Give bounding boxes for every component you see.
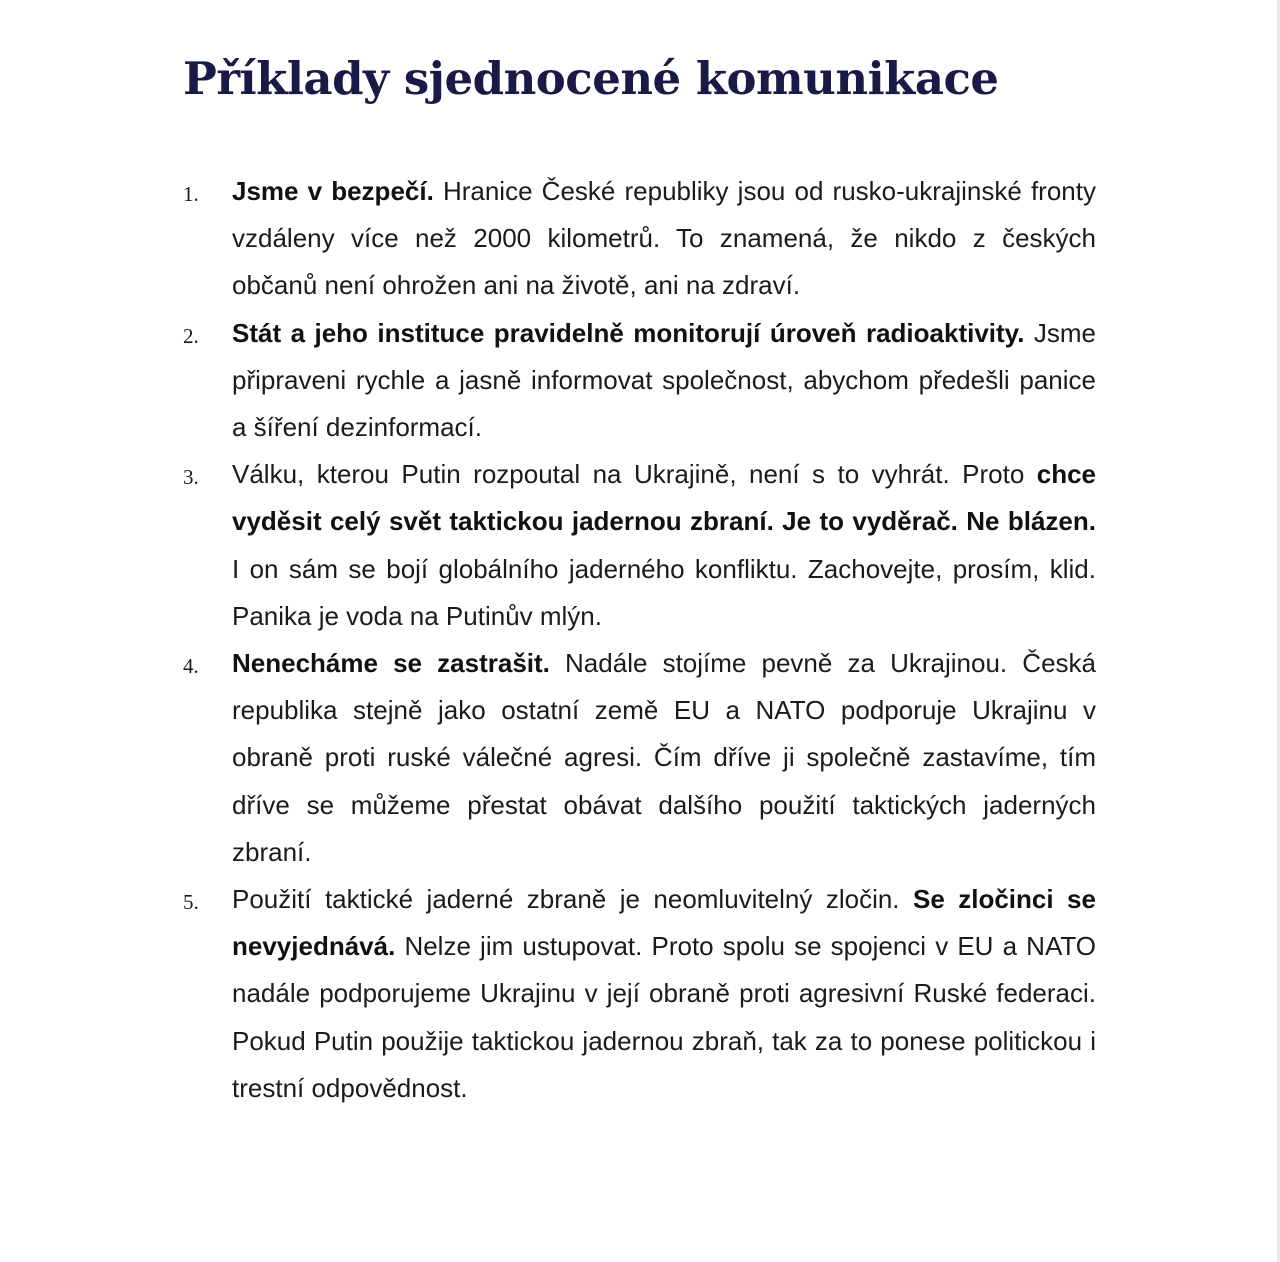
numbered-list	[183, 168, 1096, 1112]
list-item	[183, 310, 1096, 452]
page-title: Příklady sjednocené komunikace	[183, 52, 999, 105]
item-text: Nelze jim ustupovat. Proto spolu se spojenci v EU a NATO nadále podporujeme Ukrajinu v její obraně proti agresivní Ruské federaci. Pokud Putin použije taktickou jadernou zbraň, tak za to ponese politickou i trestní odpovědnost.	[232, 931, 1096, 1103]
item-text: Válku, kterou Putin rozpoutal na Ukrajině, není s to vyhrát. Proto	[232, 459, 1037, 490]
item-bold-text: Stát a jeho instituce pravidelně monitorují úroveň radioaktivity.	[232, 317, 1025, 348]
list-item-number: 1.	[183, 182, 199, 206]
item-text: I on sám se bojí globálního jaderného konfliktu. Zachovejte, prosím, klid. Panika je voda na Putinův mlýn.	[232, 553, 1096, 631]
list-item	[183, 640, 1096, 876]
list-item-number: 5.	[183, 890, 199, 915]
item-bold-text: Nenecháme se zastrašit.	[232, 648, 550, 679]
item-text: Jsme připraveni rychle a jasně informovat společnost, abychom předešli panice a šíření dezinformací.	[232, 317, 1096, 443]
item-text: Použití taktické jaderné zbraně je neomluvitelný zločin.	[232, 884, 913, 915]
list-item-number: 3.	[183, 465, 199, 490]
list-item	[183, 451, 1096, 640]
item-text: Hranice České republiky jsou od rusko-ukrajinské fronty vzdáleny více než 2000 kilometrů. To znamená, že nikdo z českých občanů není ohrožen ani na životě, ani na zdraví.	[232, 176, 1096, 301]
list-item	[183, 168, 1096, 310]
item-text: Nadále stojíme pevně za Ukrajinou. Česká republika stejně jako ostatní země EU a NATO podporuje Ukrajinu v obraně proti ruské válečné agresi. Čím dříve ji společně zastavíme, tím dříve se můžeme přestat obávat dalšího použití taktických jaderných zbraní.	[232, 648, 1096, 867]
list-item	[183, 876, 1096, 1112]
item-bold-text: chce vyděsit celý svět taktickou jadernou zbraní. Je to vyděrač. Ne blázen.	[232, 459, 1096, 537]
item-bold-text: Se zločinci se nevyjednává.	[232, 884, 1096, 962]
list-item-number: 2.	[183, 323, 199, 348]
list-item-number: 4.	[183, 654, 199, 679]
item-bold-text: Jsme v bezpečí.	[232, 176, 434, 206]
